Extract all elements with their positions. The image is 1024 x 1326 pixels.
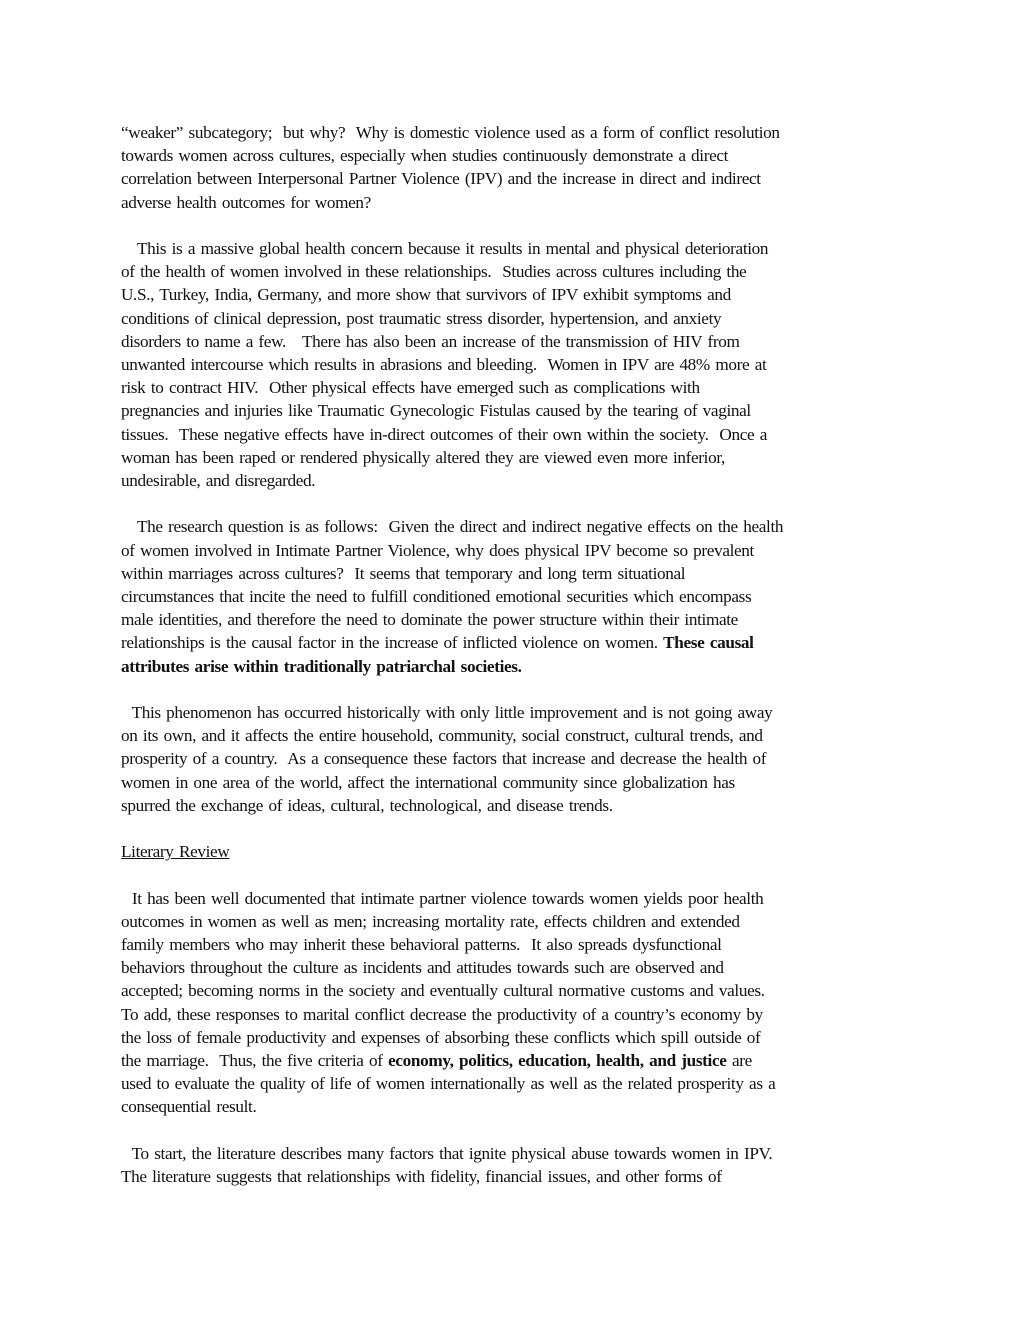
paragraph [121,887,911,1119]
text-run: spurred the exchange of ideas, cultural, technological, and disease trends. [121,795,613,815]
text-run: risk to contract HIV. Other physical effects have emerged such as complications with [121,378,700,398]
text-line [121,1142,911,1165]
text-run: women in one area of the world, affect the international community since globalization has [121,772,735,792]
text-line [121,191,911,214]
text-line [121,794,911,817]
paragraph [121,1142,911,1188]
paragraph [121,515,911,677]
text-line [121,1095,911,1118]
text-run: circumstances that incite the need to fulfill conditioned emotional securities which encompass [121,587,752,607]
text-run: of the health of women involved in these relationships. Studies across cultures including the [121,262,747,282]
text-line [121,562,911,585]
text-run: prosperity of a country. As a consequence these factors that increase and decrease the health of [121,749,767,769]
text-run: the marriage. Thus, the five criteria of [121,1051,389,1071]
paragraph [121,701,911,817]
text-line [121,1072,911,1095]
text-line [121,910,911,933]
text-line [121,469,911,492]
paragraph [121,121,911,214]
text-run: adverse health outcomes for women? [121,192,371,212]
text-run: of women involved in Intimate Partner Violence, why does physical IPV become so prevalent [121,540,754,560]
text-run: It has been well documented that intimate partner violence towards women yields poor health [121,888,764,908]
text-run: are [726,1051,752,1071]
text-run: on its own, and it affects the entire household, community, social construct, cultural trends, and [121,726,763,746]
text-run: correlation between Interpersonal Partner Violence (IPV) and the increase in direct and indirect [121,169,761,189]
document-body [121,121,911,1211]
text-run: family members who may inherit these behavioral patterns. It also spreads dysfunctional [121,935,722,955]
bold-text-run: attributes arise within traditionally patriarchal societies. [121,656,522,676]
text-line [121,376,911,399]
text-line [121,121,911,144]
text-line [121,167,911,190]
text-run: relationships is the causal factor in the increase of inflicted violence on women. [121,633,664,653]
paragraphs-after-heading [121,887,911,1189]
text-run: male identities, and therefore the need to dominate the power structure within their intimate [121,610,738,630]
text-line [121,307,911,330]
text-line [121,283,911,306]
text-line [121,933,911,956]
text-run: unwanted intercourse which results in abrasions and bleeding. Women in IPV are 48% more at [121,355,767,375]
text-line [121,1049,911,1072]
text-line [121,353,911,376]
paragraph [121,237,911,492]
text-line [121,771,911,794]
text-line [121,423,911,446]
text-line [121,631,911,654]
text-run: outcomes in women as well as men; increasing mortality rate, effects children and extended [121,911,740,931]
section-heading: Literary Review [121,842,230,862]
text-line [121,956,911,979]
bold-text-run: These causal [663,633,754,653]
text-run: pregnancies and injuries like Traumatic Gynecologic Fistulas caused by the tearing of vaginal [121,401,751,421]
text-line [121,1026,911,1049]
text-run: This phenomenon has occurred historically with only little improvement and is not going away [121,703,773,723]
paragraphs-before-heading [121,121,911,817]
text-run: To start, the literature describes many factors that ignite physical abuse towards women in IPV. [121,1143,773,1163]
text-line [121,399,911,422]
text-line [121,701,911,724]
text-line [121,724,911,747]
text-run: The literature suggests that relationships with fidelity, financial issues, and other forms of [121,1167,722,1187]
text-line [121,1003,911,1026]
text-run: To add, these responses to marital conflict decrease the productivity of a country’s economy by [121,1004,763,1024]
text-line [121,608,911,631]
text-run: “weaker” subcategory; but why? Why is domestic violence used as a form of conflict resolution [121,123,780,142]
text-run: consequential result. [121,1097,257,1117]
text-line [121,330,911,353]
text-run: woman has been raped or rendered physically altered they are viewed even more inferior, [121,447,725,467]
text-run: U.S., Turkey, India, Germany, and more show that survivors of IPV exhibit symptoms and [121,285,731,305]
text-run: This is a massive global health concern because it results in mental and physical deterioration [121,239,769,258]
text-line [121,539,911,562]
text-run: accepted; becoming norms in the society and eventually cultural normative customs and values. [121,981,765,1001]
text-line [121,237,911,260]
text-run: disorders to name a few. There has also been an increase of the transmission of HIV from [121,331,740,351]
text-line [121,887,911,910]
text-run: the loss of female productivity and expenses of absorbing these conflicts which spill outside of [121,1027,761,1047]
text-run: within marriages across cultures? It seems that temporary and long term situational [121,563,686,583]
bold-text-run: economy, politics, education, health, and justice [388,1051,727,1071]
text-line [121,979,911,1002]
text-line [121,515,911,538]
text-line [121,144,911,167]
text-line [121,655,911,678]
text-run: towards women across cultures, especially when studies continuously demonstrate a direct [121,146,729,166]
text-run: used to evaluate the quality of life of women internationally as well as the related prosperity as a [121,1074,776,1094]
text-run: tissues. These negative effects have in-direct outcomes of their own within the society. Once a [121,424,767,444]
text-line [121,446,911,469]
text-run: The research question is as follows: Given the direct and indirect negative effects on the health [121,517,784,537]
text-line [121,1165,911,1188]
text-line [121,260,911,283]
text-run: behaviors throughout the culture as incidents and attitudes towards such are observed and [121,958,724,978]
text-line [121,585,911,608]
text-run: conditions of clinical depression, post traumatic stress disorder, hypertension, and anxiety [121,308,722,328]
text-line [121,747,911,770]
text-run: undesirable, and disregarded. [121,471,316,491]
